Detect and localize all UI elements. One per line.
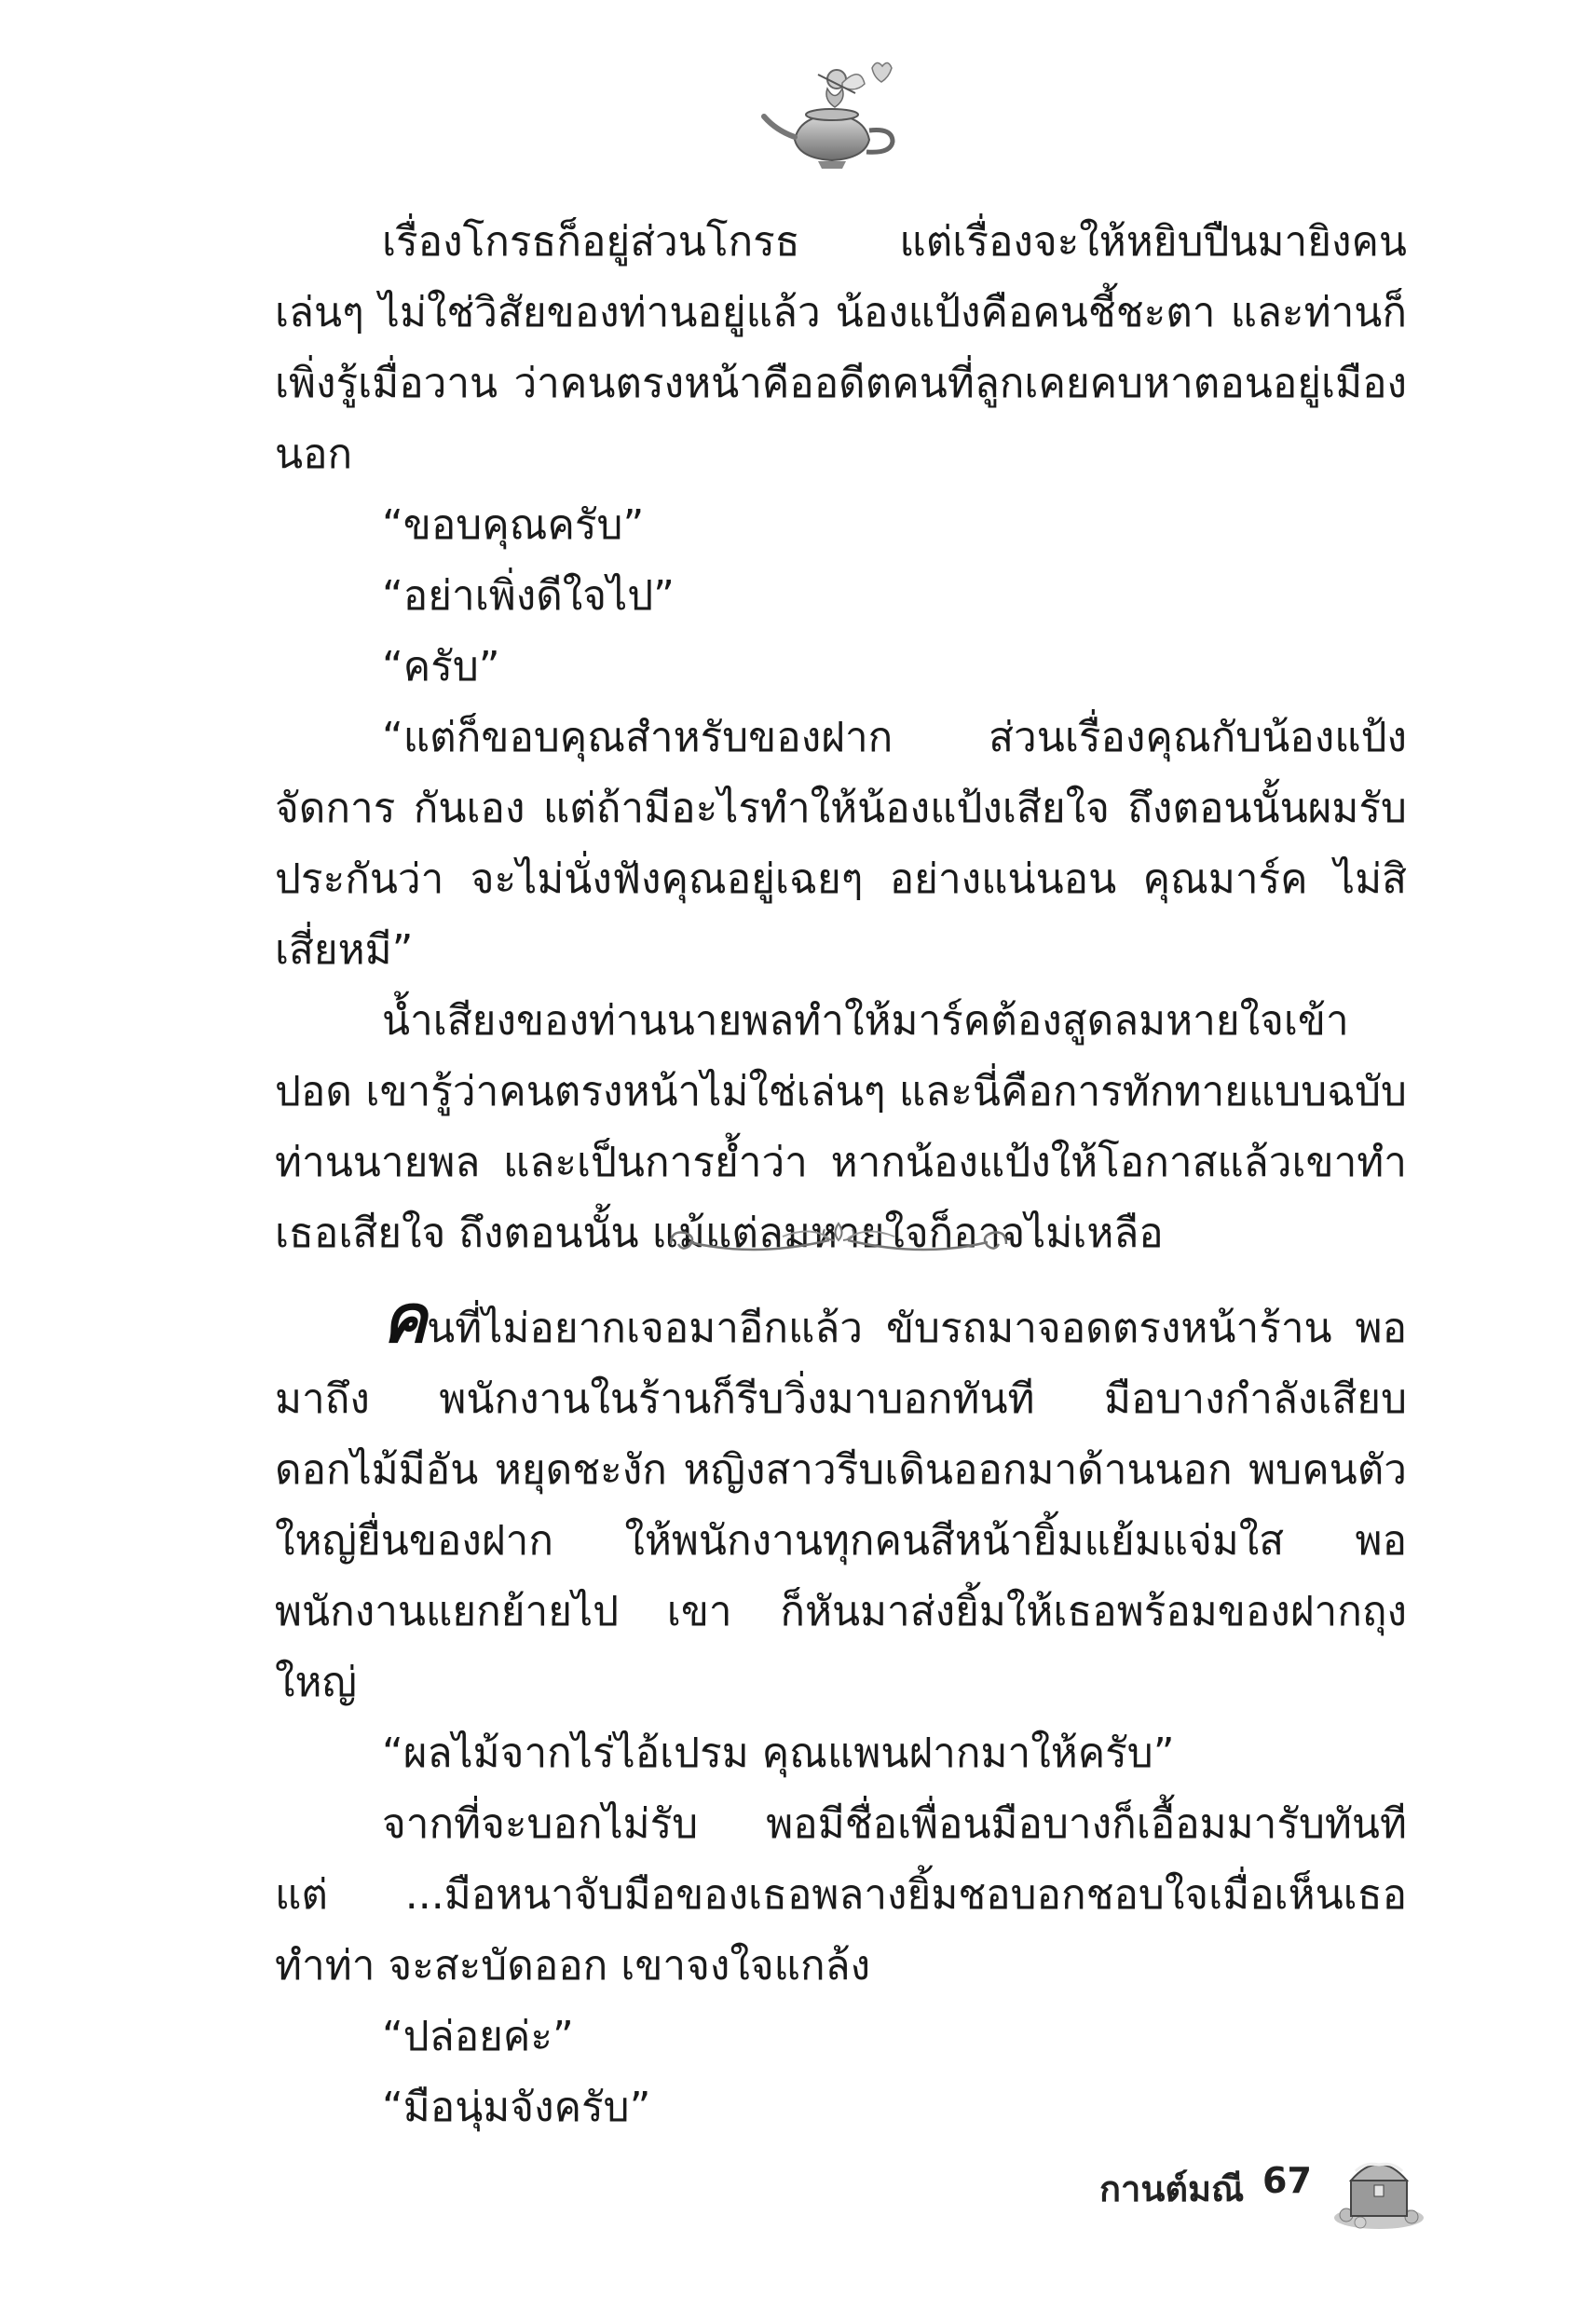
paragraph-text: นที่ไม่อยากเจอมาอีกแล้ว ขับรถมาจอดตรงหน้าร้าน พอมาถึง พนักงานในร้านก็รีบวิ่งมาบอกทันที มือบางกำลังเสียบดอกไม้มีอัน หยุดชะงัก หญิงสาวรีบเดินออกมาด้านนอก พบคนตัวใหญ่ยื่นของฝาก ให้พนักงานทุกคนสีหน้ายิ้มแย้มแจ่มใส พอพนักงานแยกย้ายไป เขา ก็หันมาส่งยิ้มให้เธอพร้อมของฝากถุงใหญ่ bbox=[275, 1305, 1407, 1706]
dialogue-line: “ปล่อยค่ะ” bbox=[382, 2013, 574, 2060]
dialogue-line: “ครับ” bbox=[382, 643, 500, 691]
teapot-cupid-icon bbox=[753, 51, 911, 172]
paragraph: เรื่องโกรธก็อยู่ส่วนโกรธ แต่เรื่องจะให้หยิบปืนมายิงคนเล่นๆ ไม่ใช่วิสัยของท่านอยู่แล้ว น้องแป้งคือคนชี้ชะตา และท่านก็เพิ่งรู้เมื่อวาน ว่าคนตรงหน้าคืออดีตคนที่ลูกเคยคบหาตอนอยู่เมืองนอก bbox=[275, 218, 1407, 478]
treasure-chest-icon bbox=[1328, 2139, 1430, 2232]
paragraph bbox=[275, 1279, 1407, 1718]
dialogue-line: “ผลไม้จากไร่ไอ้เปรม คุณแพนฝากมาให้ครับ” bbox=[382, 1730, 1175, 1777]
paragraph: “แต่ก็ขอบคุณสำหรับของฝาก ส่วนเรื่องคุณกับน้องแป้ง จัดการ กันเอง แต่ถ้ามีอะไรทำให้น้องแป้งเสียใจ ถึงตอนนั้นผมรับประกันว่า จะไม่นั่งฟังคุณอยู่เฉยๆ อย่างแน่นอน คุณมาร์ค ไม่สิ เสี่ยหมี” bbox=[275, 714, 1407, 974]
text-block-1 bbox=[275, 207, 1407, 1269]
dialogue-line: “ขอบคุณครับ” bbox=[382, 501, 645, 549]
author-name: กานต์มณี bbox=[1099, 2168, 1245, 2209]
paragraph: จากที่จะบอกไม่รับ พอมีชื่อเพื่อนมือบางก็เอื้อมมารับทันที แต่ ...มือหนาจับมือของเธอพลางยิ้มชอบอกชอบใจเมื่อเห็นเธอทำท่า จะสะบัดออก เขาจงใจแกล้ง bbox=[275, 1800, 1407, 1990]
drop-cap: ค bbox=[382, 1279, 428, 1358]
dialogue-line: “มือนุ่มจังครับ” bbox=[382, 2084, 651, 2131]
text-block-2 bbox=[275, 1279, 1407, 2143]
page-footer bbox=[1099, 2134, 1435, 2236]
page-number: 67 bbox=[1262, 2160, 1312, 2201]
paragraph: น้ำเสียงของท่านนายพลทำให้มาร์คต้องสูดลมหายใจเข้าปอด เขารู้ว่าคนตรงหน้าไม่ใช่เล่นๆ และนี่คือการทักทายแบบฉบับท่านนายพล และเป็นการย้ำว่า หากน้องแป้งให้โอกาสแล้วเขาทำเธอเสียใจ ถึงตอนนั้น แม้แต่ลมหายใจก็อาจไม่เหลือ bbox=[275, 997, 1407, 1257]
dialogue-line: “อย่าเพิ่งดีใจไป” bbox=[382, 572, 675, 620]
ornamental-flourish-icon bbox=[652, 1216, 1025, 1263]
